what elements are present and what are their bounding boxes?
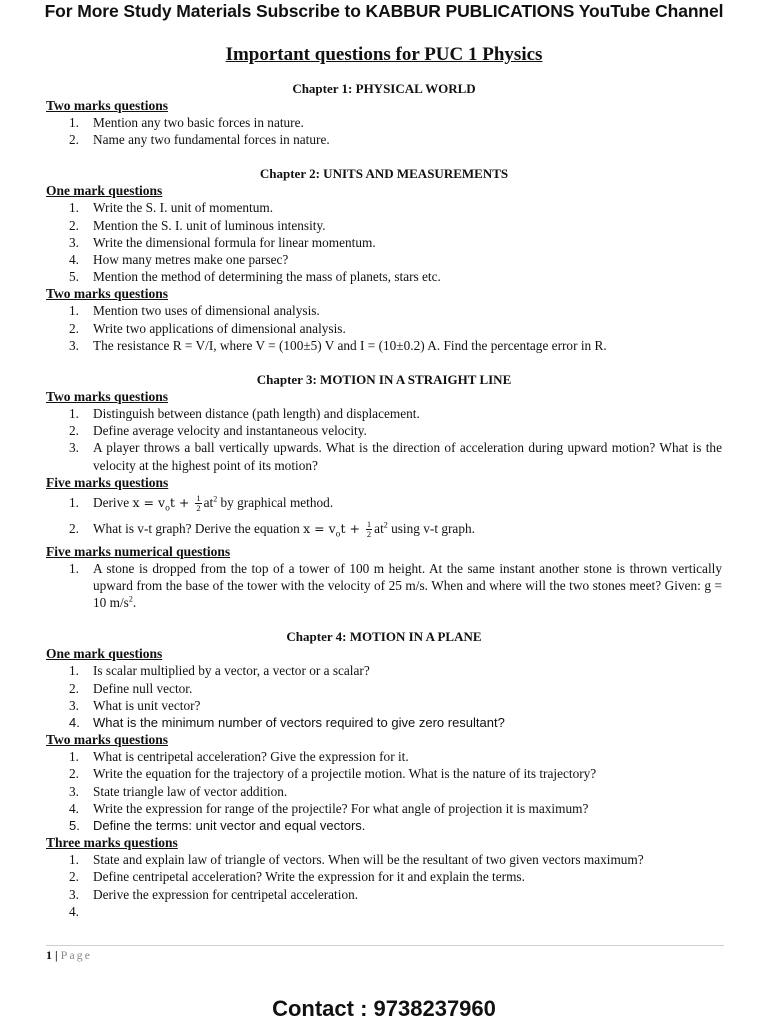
list-item: 2. Name any two fundamental forces in nature.: [69, 132, 330, 148]
list-item: 1. Write the S. I. unit of momentum.: [69, 200, 274, 216]
list-item: 4. How many metres make one parsec?: [69, 252, 289, 268]
list-item: 1. Is scalar multiplied by a vector, a vector or a scalar?: [69, 663, 370, 679]
equation: $x = v_ot$ +: [303, 520, 364, 539]
document-body: [46, 44, 722, 920]
list-item: 1. State and explain law of triangle of vectors. When will be the resultant of two given vectors maximum?: [69, 852, 644, 868]
list-item: 4.: [69, 903, 79, 919]
section-heading: Two marks questions: [46, 98, 169, 113]
equation: $x = v_ot$ +: [132, 494, 194, 513]
list-item: 2. Define centripetal acceleration? Write the expression for it and explain the terms.: [69, 869, 525, 885]
list-item: 3. Derive the expression for centripetal acceleration.: [69, 886, 359, 902]
list-item: 2. Write two applications of dimensional analysis.: [69, 320, 346, 336]
page-number: 1: [46, 948, 52, 962]
chapter-2-title: Chapter 2: UNITS AND MEASUREMENTS: [259, 166, 509, 182]
contact-line: Contact : 9738237960: [272, 996, 496, 1021]
list-item: 5. Mention the method of determining the mass of planets, stars etc.: [69, 269, 441, 285]
list-item: 2. What is v-t graph? Derive the equation $x = v_ot$ + $\frac{1}{2}$ $at^2$ using v-t graph.: [69, 519, 475, 540]
list-item: 1. Mention two uses of dimensional analysis.: [69, 303, 320, 319]
list-item: 4. Write the expression for range of the projectile? For what angle of projection it is maximum?: [69, 800, 589, 816]
section-heading: One mark questions: [46, 646, 163, 662]
list-item: 1. Distinguish between distance (path length) and displacement.: [69, 406, 420, 422]
chapter-1-title: Chapter 1: PHYSICAL WORLD: [292, 81, 476, 96]
page-footer: 1 | Page: [46, 948, 92, 962]
question-list: [46, 748, 722, 834]
list-item: 5. Define the terms: unit vector and equal vectors.: [69, 818, 366, 834]
footer-divider: [46, 945, 724, 946]
list-item: 1. Derive $x = v_ot$ + $\frac{1}{2}$ $at^2$ by graphical method.: [69, 493, 334, 514]
section-heading: Five marks questions: [46, 474, 169, 490]
question-list: [46, 560, 722, 612]
list-item: 2. Define average velocity and instantaneous velocity.: [69, 423, 367, 439]
chapter-4-title: Chapter 4: MOTION IN A PLANE: [286, 629, 482, 645]
question-list: [46, 114, 722, 148]
list-item: 3. A player throws a ball vertically upwards. What is the direction of acceleration during upward motion? What is the velocity at the highest point of its motion?: [69, 440, 722, 473]
section-heading: Three marks questions: [46, 835, 178, 851]
list-item: 2. Mention the S. I. unit of luminous intensity.: [69, 217, 326, 233]
question-list: [46, 662, 722, 731]
chapter-3-title: Chapter 3: MOTION IN A STRAIGHT LINE: [256, 372, 512, 388]
list-item: 1. What is centripetal acceleration? Give the expression for it.: [69, 749, 409, 765]
section-heading: One mark questions: [46, 183, 163, 199]
question-list: [46, 491, 722, 543]
list-item: 3. The resistance R = V/I, where V = (100±5) V and I = (10±0.2) A. Find the percentage error in R.: [69, 337, 607, 353]
channel-banner: For More Study Materials Subscribe to KABBUR PUBLICATIONS YouTube Channel: [44, 1, 724, 21]
section-heading: Five marks numerical questions: [46, 543, 231, 559]
section-heading: Two marks questions: [46, 389, 169, 405]
page-title: Important questions for PUC 1 Physics: [225, 44, 543, 65]
question-list: [46, 199, 722, 285]
list-item: 3. State triangle law of vector addition.: [69, 783, 288, 799]
list-item: 1. A stone is dropped from the top of a tower of 100 m height. At the same instant another stone is thrown vertically upward from the base of the tower with the velocity of 25 m/s. When and where will the two stones meet? Given: g = 10 $m/s^2$.: [69, 560, 722, 611]
page-word: Page: [60, 948, 92, 962]
list-item: 4. What is the minimum number of vectors required to give zero resultant?: [69, 715, 505, 731]
question-list: [46, 405, 722, 474]
section-heading: Two marks questions: [46, 732, 169, 748]
question-list: [46, 851, 722, 920]
list-item: 2. Write the equation for the trajectory of a projectile motion. What is the nature of its trajectory?: [69, 766, 597, 782]
list-item: 1. Mention any two basic forces in nature.: [69, 115, 304, 130]
section-heading: Two marks questions: [46, 286, 169, 302]
list-item: 2. Define null vector.: [69, 680, 193, 696]
fraction-half: $\frac{1}{2}$: [366, 519, 372, 540]
list-item: 3. Write the dimensional formula for linear momentum.: [69, 234, 376, 250]
fraction-half: $\frac{1}{2}$: [196, 493, 201, 514]
list-item: 3. What is unit vector?: [69, 697, 201, 713]
question-list: [46, 302, 722, 354]
